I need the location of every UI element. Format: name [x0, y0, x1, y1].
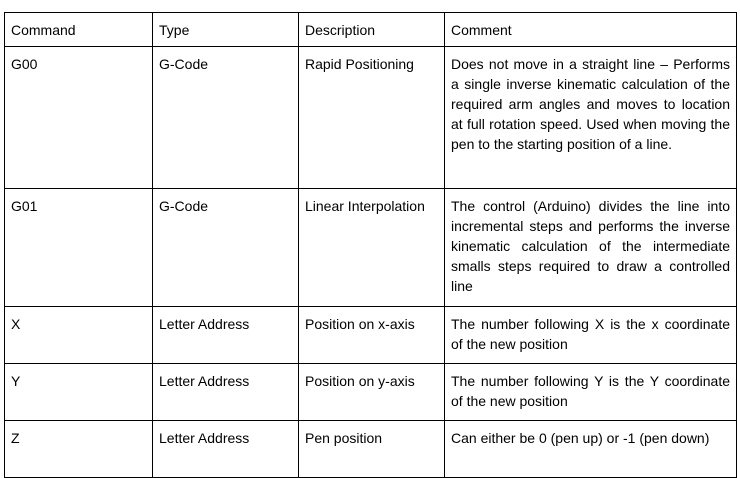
cell-type: Letter Address — [153, 307, 299, 364]
cell-comment: Can either be 0 (pen up) or -1 (pen down) — [445, 421, 737, 478]
cell-type: Letter Address — [153, 364, 299, 421]
cell-description: Position on x-axis — [299, 307, 445, 364]
cell-comment: The control (Arduino) divides the line into incremental steps and performs the inverse kinematic calculation of the intermediate smalls steps required to draw a controlled line — [445, 189, 737, 307]
cell-command: G00 — [5, 47, 153, 189]
cell-description: Pen position — [299, 421, 445, 478]
table-row — [5, 421, 737, 478]
cell-type: Letter Address — [153, 421, 299, 478]
cell-comment: The number following Y is the Y coordinate of the new position — [445, 364, 737, 421]
table-row — [5, 189, 737, 307]
command-table — [4, 12, 737, 478]
cell-command: X — [5, 307, 153, 364]
cell-type: G-Code — [153, 189, 299, 307]
cell-command: Y — [5, 364, 153, 421]
cell-description: Position on y-axis — [299, 364, 445, 421]
cell-command: Z — [5, 421, 153, 478]
cell-description: Rapid Positioning — [299, 47, 445, 189]
header-command: Command — [5, 13, 153, 47]
cell-type: G-Code — [153, 47, 299, 189]
table-row — [5, 47, 737, 189]
header-type: Type — [153, 13, 299, 47]
cell-comment: The number following X is the x coordinate of the new position — [445, 307, 737, 364]
cell-command: G01 — [5, 189, 153, 307]
cell-description: Linear Interpolation — [299, 189, 445, 307]
table-row — [5, 364, 737, 421]
header-comment: Comment — [445, 13, 737, 47]
table-row — [5, 307, 737, 364]
cell-comment: Does not move in a straight line – Performs a single inverse kinematic calculation of the required arm angles and moves to location at full rotation speed. Used when moving the pen to the starting position of a line. — [445, 47, 737, 189]
table-header-row — [5, 13, 737, 47]
header-description: Description — [299, 13, 445, 47]
